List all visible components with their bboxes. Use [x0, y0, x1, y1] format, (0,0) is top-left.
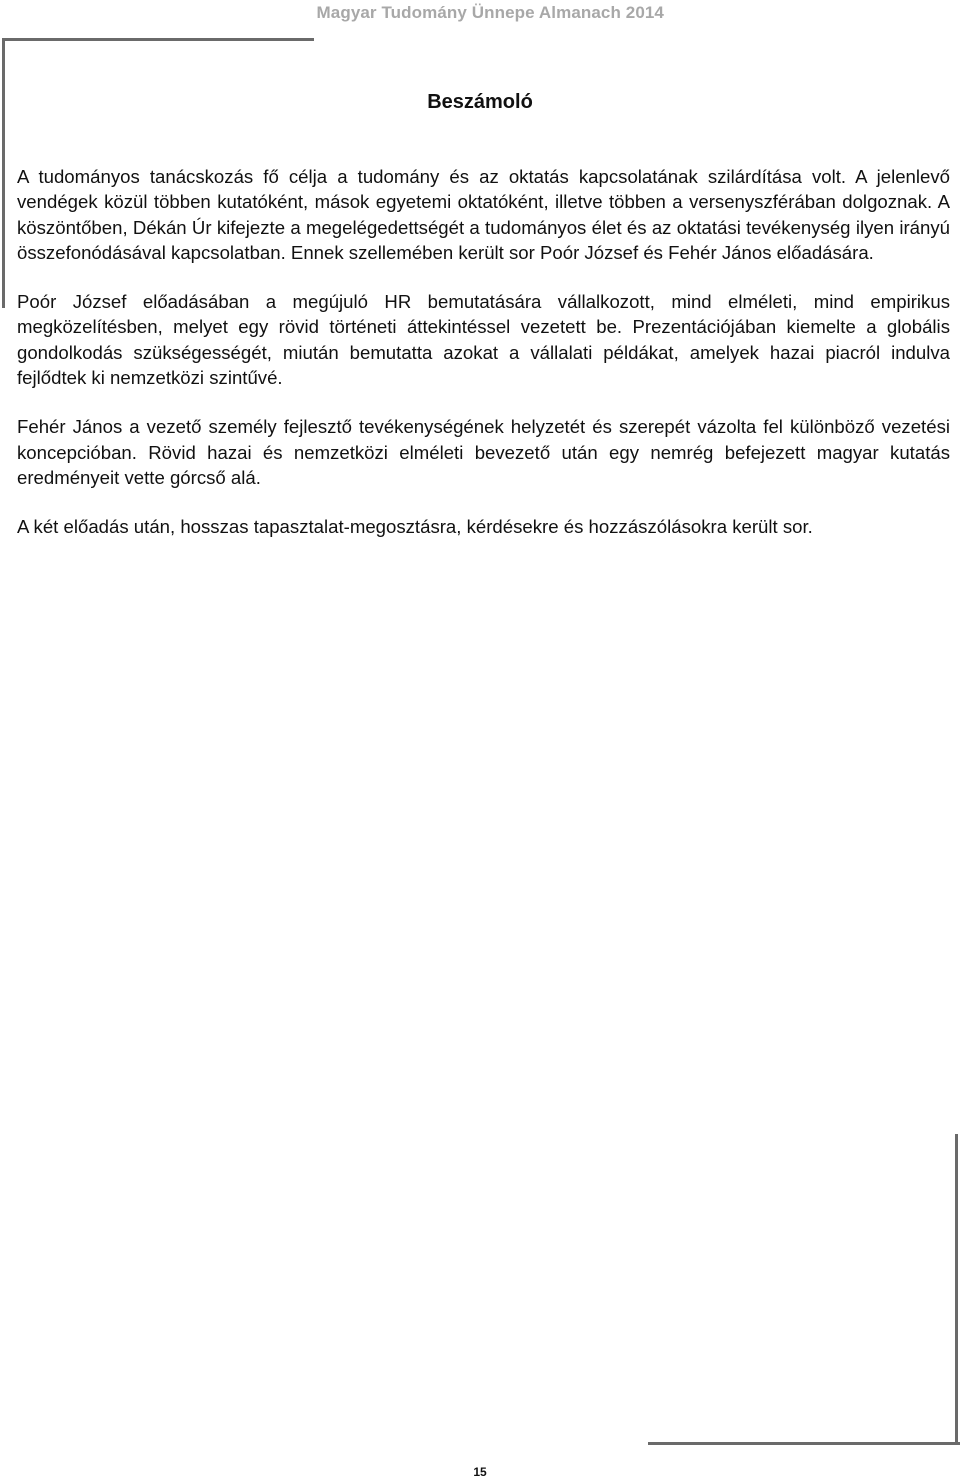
page-title: Beszámoló — [427, 91, 533, 113]
paragraph-closing: A két előadás után, hosszas tapasztalat-megosztásra, kérdésekre és hozzászólásokra került sor. — [17, 516, 813, 538]
paragraph-intro: A tudományos tanácskozás fő célja a tudomány és az oktatás kapcsolatának szilárdítása volt. A jelenlevő vendégek közül többen kutatóként, mások egyetemi oktatóként, illetve többen a versenyszférában dolgoznak. A köszöntőben, Dékán Úr kifejezte a megelégedettségét a tudományos élet és az oktatási tevékenység ilyen irányú összefonódásával kapcsolatban. Ennek szellemében került sor Poór József és Fehér János előadására. — [17, 166, 950, 263]
bottom-border-rule — [648, 1442, 960, 1445]
top-border-rule — [2, 38, 314, 41]
paragraph-poor: Poór József előadásában a megújuló HR bemutatására vállalkozott, mind elméleti, mind empirikus megközelítésben, melyet egy rövid történeti áttekintéssel vezetett be. Prezentációjában kiemelte a globális gondolkodás szükségességét, miután bemutatta azokat a vállalati példákat, amelyek hazai piacról indulva fejlődtek ki nemzetközi szintűvé. — [17, 291, 950, 389]
right-border-rule — [955, 1134, 958, 1445]
left-border-rule — [2, 38, 5, 308]
page-number: 15 — [473, 1465, 487, 1479]
running-header: Magyar Tudomány Ünnepe Almanach 2014 — [316, 3, 664, 22]
article-body — [17, 164, 950, 564]
paragraph-feher: Fehér János a vezető személy fejlesztő tevékenységének helyzetét és szerepét vázolta fel különböző vezetési koncepcióban. Rövid hazai és nemzetközi elméleti bevezető után egy nemrég befejezett magyar kutatás eredményeit vette górcső alá. — [17, 416, 950, 488]
